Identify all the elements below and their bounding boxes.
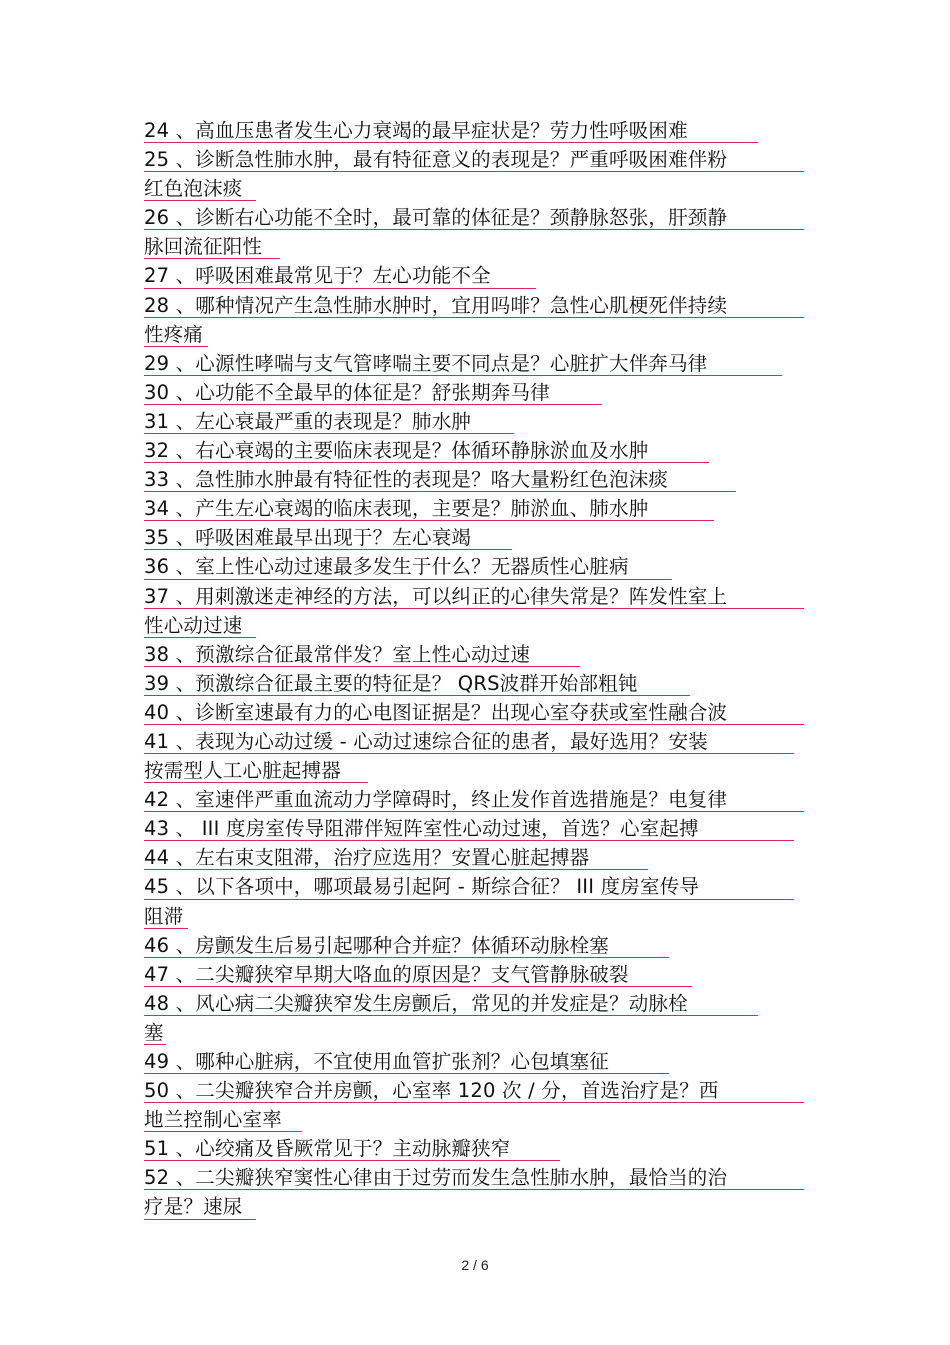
qa-line bbox=[144, 145, 809, 174]
qa-line-text: 25 、诊断急性肺水肿，最有特征意义的表现是？严重呼吸困难伴粉 bbox=[144, 148, 728, 172]
qa-line-text: 地兰控制心室率 bbox=[144, 1108, 282, 1132]
underline-rule bbox=[144, 1131, 302, 1132]
qa-line bbox=[144, 931, 809, 960]
underline-rule bbox=[144, 491, 736, 492]
underline-rule bbox=[144, 171, 804, 172]
qa-line bbox=[144, 582, 809, 611]
qa-line-text: 39 、预激综合征最主要的特征是？ QRS波群开始部粗钝 bbox=[144, 671, 638, 695]
qa-line bbox=[144, 291, 809, 320]
qa-line-text: 35 、呼吸困难最早出现于？左心衰竭 bbox=[144, 526, 472, 550]
qa-line-text: 44 、左右束支阻滞，治疗应选用？安置心脏起搏器 bbox=[144, 846, 590, 870]
qa-line-text: 疗是？速尿 bbox=[144, 1195, 243, 1219]
qa-line bbox=[144, 378, 809, 407]
underline-rule bbox=[144, 433, 514, 434]
underline-rule bbox=[144, 869, 648, 870]
qa-line bbox=[144, 669, 809, 698]
qa-line-text: 46 、房颤发生后易引起哪种合并症？体循环动脉栓塞 bbox=[144, 933, 610, 957]
qa-line bbox=[144, 116, 809, 145]
underline-rule bbox=[144, 288, 536, 289]
qa-line bbox=[144, 436, 809, 465]
qa-line-text: 塞 bbox=[144, 1020, 164, 1044]
qa-line bbox=[144, 174, 809, 203]
qa-line-text: 50 、二尖瓣狭窄合并房颤，心室率 120 次 / 分，首选治疗是？西 bbox=[144, 1079, 719, 1103]
qa-line bbox=[144, 814, 809, 843]
qa-line-text: 33 、急性肺水肿最有特征性的表现是？咯大量粉红色泡沫痰 bbox=[144, 468, 669, 492]
underline-rule bbox=[144, 142, 758, 143]
qa-line-text: 26 、诊断右心功能不全时，最可靠的体征是？颈静脉怒张，肝颈静 bbox=[144, 206, 728, 230]
qa-line-text: 42 、室速伴严重血流动力学障碍时，终止发作首选措施是？电复律 bbox=[144, 788, 728, 812]
qa-line bbox=[144, 523, 809, 552]
underline-rule bbox=[144, 753, 794, 754]
qa-line bbox=[144, 1105, 809, 1134]
underline-rule bbox=[144, 579, 672, 580]
qa-line-text: 51 、心绞痛及昏厥常见于？主动脉瓣狭窄 bbox=[144, 1137, 511, 1161]
qa-line bbox=[144, 1076, 809, 1105]
underline-rule bbox=[144, 695, 690, 696]
underline-rule bbox=[144, 1044, 166, 1045]
qa-line-text: 按需型人工心脏起搏器 bbox=[144, 759, 342, 783]
underline-rule bbox=[144, 258, 280, 259]
qa-line bbox=[144, 727, 809, 756]
underline-rule bbox=[144, 229, 804, 230]
qa-line-text: 性心动过速 bbox=[144, 613, 243, 637]
underline-rule bbox=[144, 782, 368, 783]
underline-rule bbox=[144, 462, 709, 463]
qa-line bbox=[144, 407, 809, 436]
qa-line-text: 30 、心功能不全最早的体征是？舒张期奔马律 bbox=[144, 380, 550, 404]
underline-rule bbox=[144, 899, 794, 900]
underline-rule bbox=[144, 1073, 669, 1074]
qa-line bbox=[144, 843, 809, 872]
qa-line bbox=[144, 989, 809, 1018]
qa-line bbox=[144, 1047, 809, 1076]
qa-line bbox=[144, 960, 809, 989]
qa-line-text: 47 、二尖瓣狭窄早期大咯血的原因是？支气管静脉破裂 bbox=[144, 962, 629, 986]
underline-rule bbox=[144, 1189, 804, 1190]
qa-line bbox=[144, 902, 809, 931]
qa-line-text: 28 、哪种情况产生急性肺水肿时，宜用吗啡？急性心肌梗死伴持续 bbox=[144, 293, 728, 317]
underline-rule bbox=[144, 1102, 804, 1103]
qa-line bbox=[144, 611, 809, 640]
underline-rule bbox=[144, 549, 512, 550]
qa-list bbox=[144, 116, 809, 1222]
qa-line-text: 41 、表现为心动过缓 - 心动过速综合征的患者，最好选用？安装 bbox=[144, 729, 708, 753]
qa-line bbox=[144, 232, 809, 261]
qa-line-text: 31 、左心衰最严重的表现是？肺水肿 bbox=[144, 409, 472, 433]
qa-line bbox=[144, 494, 809, 523]
qa-line-text: 脉回流征阳性 bbox=[144, 235, 263, 259]
qa-line-text: 29 、心源性哮喘与支气管哮喘主要不同点是？心脏扩大伴奔马律 bbox=[144, 351, 708, 375]
qa-line bbox=[144, 552, 809, 581]
qa-line bbox=[144, 1134, 809, 1163]
underline-rule bbox=[144, 811, 804, 812]
qa-line-text: 52 、二尖瓣狭窄窦性心律由于过劳而发生急性肺水肿，最恰当的治 bbox=[144, 1166, 728, 1190]
qa-line bbox=[144, 1163, 809, 1192]
qa-line bbox=[144, 203, 809, 232]
underline-rule bbox=[144, 1015, 758, 1016]
qa-line bbox=[144, 756, 809, 785]
qa-line-text: 37 、用刺激迷走神经的方法，可以纠正的心律失常是？阵发性室上 bbox=[144, 584, 728, 608]
underline-rule bbox=[144, 200, 256, 201]
qa-line-text: 40 、诊断室速最有力的心电图证据是？出现心室夺获或室性融合波 bbox=[144, 700, 728, 724]
underline-rule bbox=[144, 840, 794, 841]
qa-line-text: 49 、哪种心脏病，不宜使用血管扩张剂？心包填塞征 bbox=[144, 1050, 610, 1073]
qa-line bbox=[144, 1018, 809, 1047]
qa-line bbox=[144, 640, 809, 669]
qa-line bbox=[144, 1192, 809, 1221]
underline-rule bbox=[144, 404, 602, 405]
underline-rule bbox=[144, 724, 804, 725]
qa-line-text: 45 、以下各项中，哪项最易引起阿 - 斯综合征？ III 度房室传导 bbox=[144, 875, 700, 899]
qa-line-text: 38 、预激综合征最常伴发？室上性心动过速 bbox=[144, 642, 531, 666]
qa-line bbox=[144, 872, 809, 901]
qa-line bbox=[144, 349, 809, 378]
qa-line-text: 27 、呼吸困难最常见于？左心功能不全 bbox=[144, 264, 491, 288]
qa-line-text: 性疼痛 bbox=[144, 322, 204, 346]
underline-rule bbox=[144, 1160, 560, 1161]
qa-line bbox=[144, 261, 809, 290]
qa-line-text: 阻滞 bbox=[144, 904, 184, 928]
page-number: 2 / 6 bbox=[461, 1257, 489, 1273]
qa-line-text: 32 、右心衰竭的主要临床表现是？体循环静脉淤血及水肿 bbox=[144, 439, 649, 463]
qa-line-text: 48 、风心病二尖瓣狭窄发生房颤后，常见的并发症是？动脉栓 bbox=[144, 991, 688, 1015]
qa-line-text: 36 、室上性心动过速最多发生于什么？无器质性心脏病 bbox=[144, 555, 629, 579]
qa-line-text: 43 、 III 度房室传导阻滞伴短阵室性心动过速，首选？心室起搏 bbox=[144, 817, 699, 841]
underline-rule bbox=[144, 520, 714, 521]
qa-line-text: 34 、产生左心衰竭的临床表现，主要是？肺淤血、肺水肿 bbox=[144, 497, 649, 521]
qa-line bbox=[144, 320, 809, 349]
qa-line bbox=[144, 465, 809, 494]
qa-line bbox=[144, 785, 809, 814]
underline-rule bbox=[144, 1219, 256, 1220]
qa-line bbox=[144, 698, 809, 727]
qa-line-text: 红色泡沫痰 bbox=[144, 177, 243, 201]
qa-line-text: 24 、高血压患者发生心力衰竭的最早症状是？劳力性呼吸困难 bbox=[144, 119, 688, 142]
